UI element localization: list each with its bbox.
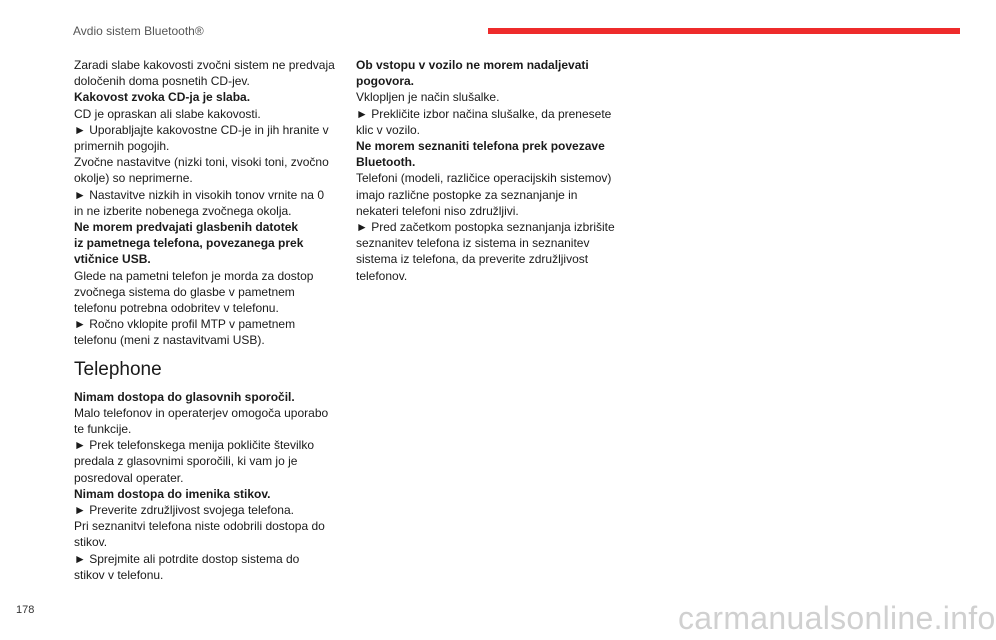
text-line-heading: Kakovost zvoka CD-ja je slaba. <box>74 90 251 105</box>
text-line: imajo različne postopke za seznanjanje in <box>356 187 578 202</box>
text-line: ► Pred začetkom postopka seznanjanja izbrišite <box>356 220 615 235</box>
text-line: Zvočne nastavitve (nizki toni, visoki toni, zvočno <box>74 155 329 170</box>
text-line: Pri seznanitvi telefona niste odobrili dostopa do <box>74 519 325 534</box>
text-line: telefonu potrebna odobritev v telefonu. <box>74 301 279 316</box>
text-line: ► Sprejmite ali potrdite dostop sistema do <box>74 551 300 566</box>
text-line: in ne izberite nobenega zvočnega okolja. <box>74 203 292 218</box>
text-line: te funkcije. <box>74 422 132 437</box>
text-line-heading: iz pametnega telefona, povezanega prek <box>74 236 304 251</box>
text-line: ► Prek telefonskega menija pokličite številko <box>74 438 314 453</box>
text-line: Zaradi slabe kakovosti zvočni sistem ne predvaja <box>74 58 335 72</box>
text-line-heading: Ne morem seznaniti telefona prek povezave <box>356 139 605 154</box>
left-text-block-2 <box>74 389 346 583</box>
text-line: seznanitev telefona iz sistema in seznanitev <box>356 236 590 251</box>
right-text-block-1 <box>356 57 628 284</box>
text-line: nekateri telefoni niso združljivi. <box>356 203 519 218</box>
text-line: Telefoni (modeli, različice operacijskih sistemov) <box>356 171 612 186</box>
right-column <box>356 57 628 284</box>
text-line: Vklopljen je način slušalke. <box>356 90 500 105</box>
text-line: primernih pogojih. <box>74 139 170 154</box>
text-line-heading: Nimam dostopa do glasovnih sporočil. <box>74 389 295 404</box>
text-line: predala z glasovnimi sporočili, ki vam jo je <box>74 454 298 469</box>
text-line: ► Ročno vklopite profil MTP v pametnem <box>74 317 296 332</box>
text-line-heading: Bluetooth. <box>356 155 416 170</box>
text-line: določenih doma posnetih CD-jev. <box>74 74 250 89</box>
text-line: okolje) so neprimerne. <box>74 171 193 186</box>
text-line: ► Uporabljajte kakovostne CD-je in jih hranite v <box>74 122 329 137</box>
text-line: stikov v telefonu. <box>74 567 164 582</box>
running-header-title: Avdio sistem Bluetooth® <box>73 24 204 38</box>
text-line-heading: Ne morem predvajati glasbenih datotek <box>74 220 299 235</box>
text-line-heading: vtičnice USB. <box>74 252 151 267</box>
text-line-heading: pogovora. <box>356 74 415 89</box>
text-line: Malo telefonov in operaterjev omogoča uporabo <box>74 405 329 420</box>
text-line: stikov. <box>74 535 108 550</box>
text-line: ► Preverite združljivost svojega telefona. <box>74 503 294 518</box>
header-accent-bar <box>488 28 960 34</box>
text-line: telefonov. <box>356 268 408 283</box>
text-line-heading: Ob vstopu v vozilo ne morem nadaljevati <box>356 58 589 72</box>
text-line: klic v vozilo. <box>356 122 421 137</box>
text-line: ► Nastavitve nizkih in visokih tonov vrnite na 0 <box>74 187 324 202</box>
text-line: CD je opraskan ali slabe kakovosti. <box>74 106 261 121</box>
text-line: telefonu (meni z nastavitvami USB). <box>74 333 265 348</box>
text-line: Glede na pametni telefon je morda za dostop <box>74 268 314 283</box>
text-line: posredoval operater. <box>74 470 184 485</box>
left-column <box>74 57 346 583</box>
watermark: carmanualsonline.info <box>678 600 996 636</box>
text-line-heading: Nimam dostopa do imenika stikov. <box>74 486 271 501</box>
section-title-telephone: Telephone <box>74 358 162 380</box>
text-line: sistema iz telefona, da preverite združljivost <box>356 252 589 267</box>
text-line: ► Prekličite izbor načina slušalke, da prenesete <box>356 106 612 121</box>
page-number: 178 <box>16 604 35 616</box>
text-line: zvočnega sistema do glasbe v pametnem <box>74 284 295 299</box>
left-text-block-1 <box>74 57 346 349</box>
